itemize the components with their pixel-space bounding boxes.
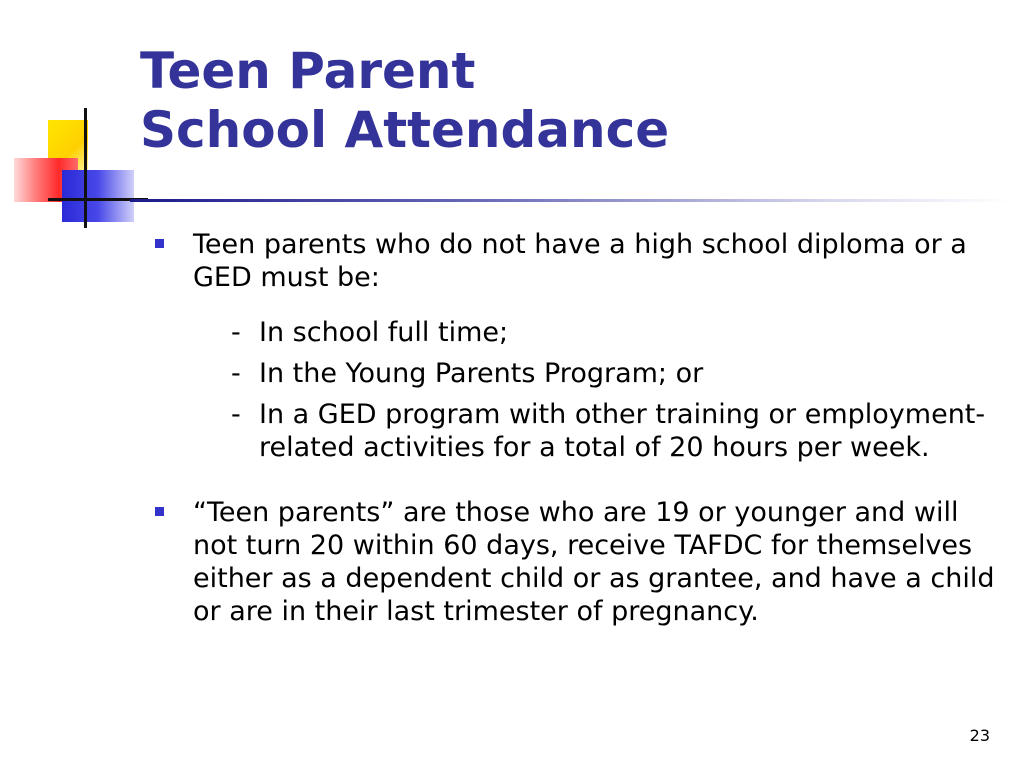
sub-bullet-item — [193, 398, 1005, 464]
sub-bullet-list — [193, 316, 1005, 464]
spacer — [155, 472, 1005, 496]
bullet-text: Teen parents who do not have a high school diploma or a GED must be: — [193, 229, 967, 293]
sub-bullet-item — [193, 357, 1005, 390]
logo-vertical-line — [84, 108, 87, 228]
sub-bullet-item — [193, 316, 1005, 349]
slide-title — [140, 42, 669, 160]
sub-bullet-text: In the Young Parents Program; or — [259, 358, 704, 389]
page-number: 23 — [969, 726, 990, 745]
slide-title-line-1: Teen Parent — [140, 42, 476, 100]
dash-marker: - — [231, 358, 241, 389]
decorative-logo — [0, 0, 150, 240]
slide-content — [155, 228, 1005, 628]
sub-bullet-text: In school full time; — [259, 317, 509, 348]
dash-marker: - — [231, 399, 241, 430]
bullet-text: “Teen parents” are those who are 19 or younger and will not turn 20 within 60 days, receive TAFDC for themselves either as a dependent child or as grantee, and have a child or are in their last trimester of pregnancy. — [193, 497, 995, 627]
bullet-item — [155, 496, 1005, 628]
dash-marker: - — [231, 317, 241, 348]
logo-blue-square — [62, 170, 134, 222]
slide-title-line-2: School Attendance — [140, 101, 670, 159]
bullet-square-icon — [155, 507, 164, 516]
bullet-square-icon — [155, 239, 164, 248]
title-underline — [130, 199, 1010, 202]
sub-bullet-text: In a GED program with other training or employment-related activities for a total of 20 hours per week. — [259, 399, 986, 463]
bullet-item — [155, 228, 1005, 464]
